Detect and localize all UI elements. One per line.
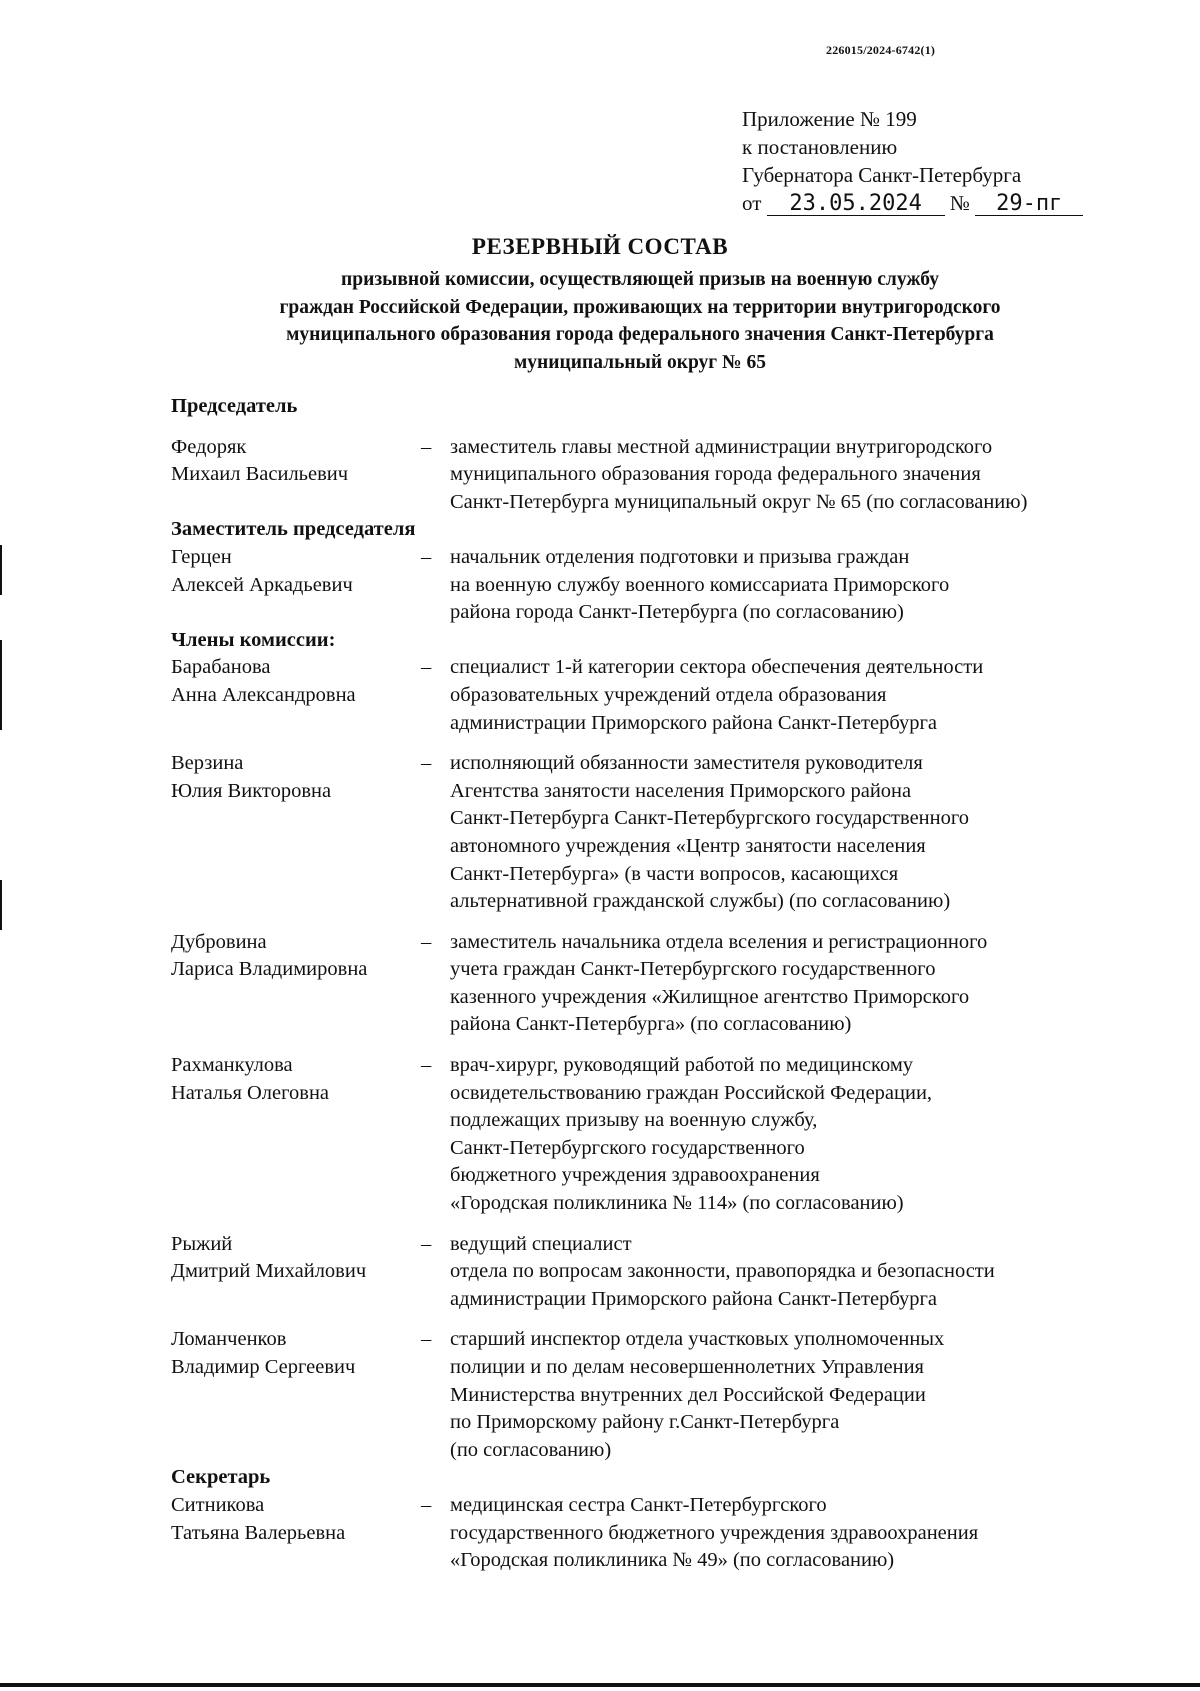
member-surname: Дубровина xyxy=(171,930,267,953)
roster-entry-member xyxy=(171,1326,1171,1464)
roster-entry-secretary xyxy=(171,1492,1171,1575)
member-position xyxy=(450,434,1171,517)
member-given-name: Юлия Викторовна xyxy=(171,779,332,802)
member-surname: Ломанченков xyxy=(171,1328,287,1351)
member-name xyxy=(171,929,421,984)
entry-dash: – xyxy=(421,930,432,953)
secretary-heading: Секретарь xyxy=(171,1466,271,1489)
entry-dash: – xyxy=(421,545,432,568)
roster-entry-member xyxy=(171,654,1171,737)
member-given-name: Лариса Владимировна xyxy=(171,958,368,981)
member-surname: Герцен xyxy=(171,545,232,568)
member-surname: Рахманкулова xyxy=(171,1054,293,1077)
entry-dash: – xyxy=(421,1232,432,1255)
subtitle-line: муниципального образования города федерального значения Санкт-Петербурга xyxy=(286,324,994,345)
position-line: начальник отделения подготовки и призыва граждан xyxy=(450,545,910,568)
chair-heading: Председатель xyxy=(171,395,298,417)
annex-resolution: к постановлению xyxy=(742,135,898,159)
member-position xyxy=(450,544,1171,627)
member-name xyxy=(171,544,421,599)
position-line: полиции и по делам несовершеннолетних Управления xyxy=(450,1356,924,1378)
position-line: образовательных учреждений отдела образования xyxy=(450,683,887,706)
member-position xyxy=(450,1231,1171,1314)
position-line: врач-хирург, руководящий работой по медицинскому xyxy=(450,1054,914,1077)
date-prefix: от xyxy=(742,191,762,215)
member-surname: Барабанова xyxy=(171,656,271,679)
date-value: 23.05.2024 xyxy=(789,191,922,216)
member-position xyxy=(450,1492,1171,1575)
member-given-name: Наталья Олеговна xyxy=(171,1081,330,1104)
position-line: Санкт-Петербургского государственного xyxy=(450,1136,805,1159)
subtitle-line: муниципальный округ № 65 xyxy=(514,351,766,373)
member-given-name: Владимир Сергеевич xyxy=(171,1356,356,1378)
position-line: государственного бюджетного учреждения здравоохранения xyxy=(450,1521,979,1544)
number-value: 29-пг xyxy=(996,191,1063,216)
position-line: заместитель начальника отдела вселения и регистрационного xyxy=(450,930,988,953)
position-line: Санкт-Петербурга муниципальный округ № 65 (по согласованию) xyxy=(450,490,1028,513)
position-line: муниципального образования города федерального значения xyxy=(450,463,981,486)
position-line: отдела по вопросам законности, правопорядка и безопасности xyxy=(450,1260,995,1283)
member-given-name: Дмитрий Михайлович xyxy=(171,1260,367,1283)
position-line: на военную службу военного комиссариата Приморского xyxy=(450,573,950,596)
subtitle-line: граждан Российской Федерации, проживающих на территории внутригородского xyxy=(279,296,1001,318)
entry-dash: – xyxy=(421,1054,432,1077)
document-title: РЕЗЕРВНЫЙ СОСТАВ xyxy=(471,234,729,259)
position-line: администрации Приморского района Санкт-Петербурга xyxy=(450,1287,937,1310)
subtitle-line: призывной комиссии, осуществляющей призыв на военную службу xyxy=(341,269,939,290)
position-line: района города Санкт-Петербурга (по согласованию) xyxy=(450,601,904,624)
scan-bottom-rule xyxy=(0,1683,1200,1687)
position-line: (по согласованию) xyxy=(450,1438,612,1461)
position-line: специалист 1-й категории сектора обеспечения деятельности xyxy=(450,656,984,679)
position-line: Санкт-Петербурга Санкт-Петербургского государственного xyxy=(450,807,970,830)
member-surname: Рыжий xyxy=(171,1232,233,1255)
entry-dash: – xyxy=(421,656,432,679)
position-line: Агентства занятости населения Приморского района xyxy=(450,779,912,802)
member-name xyxy=(171,1492,421,1547)
member-name xyxy=(171,1326,421,1381)
position-line: исполняющий обязанности заместителя руководителя xyxy=(450,752,923,775)
member-given-name: Анна Александровна xyxy=(171,683,356,706)
position-line: старший инспектор отдела участковых уполномоченных xyxy=(450,1328,945,1351)
document-subtitle xyxy=(170,266,1110,376)
annex-block xyxy=(742,105,1083,217)
member-given-name: Михаил Васильевич xyxy=(171,463,349,486)
roster-entry-member xyxy=(171,1052,1171,1218)
member-name xyxy=(171,750,421,805)
entry-dash: – xyxy=(421,1328,432,1351)
member-surname: Верзина xyxy=(171,752,244,775)
position-line: ведущий специалист xyxy=(450,1232,632,1255)
position-line: медицинская сестра Санкт-Петербургского xyxy=(450,1493,827,1516)
scan-margin-mark xyxy=(0,545,2,595)
annex-issuer: Губернатора Санкт-Петербурга xyxy=(742,163,1022,187)
members-heading: Члены комиссии: xyxy=(171,628,336,651)
position-line: Санкт-Петербурга» (в части вопросов, касающихся xyxy=(450,862,899,885)
roster-entry-chair xyxy=(171,434,1171,517)
position-line: учета граждан Санкт-Петербургского государственного xyxy=(450,958,936,981)
member-name xyxy=(171,654,421,709)
position-line: казенного учреждения «Жилищное агентство Приморского xyxy=(450,985,970,1008)
member-surname: Ситникова xyxy=(171,1493,265,1516)
member-position xyxy=(450,750,1171,916)
roster-entry-member xyxy=(171,1231,1171,1314)
number-prefix: № xyxy=(949,191,970,215)
position-line: Министерства внутренних дел Российской Федерации xyxy=(450,1383,926,1406)
member-position xyxy=(450,654,1171,737)
member-position xyxy=(450,929,1171,1039)
member-position xyxy=(450,1326,1171,1464)
entry-dash: – xyxy=(421,752,432,775)
position-line: администрации Приморского района Санкт-Петербурга xyxy=(450,711,937,734)
scan-margin-mark xyxy=(0,640,2,730)
number-field xyxy=(975,192,1083,216)
member-position xyxy=(450,1052,1171,1218)
member-given-name: Татьяна Валерьевна xyxy=(171,1521,346,1544)
position-line: бюджетного учреждения здравоохранения xyxy=(450,1164,820,1187)
entry-dash: – xyxy=(421,435,432,458)
annex-date-line xyxy=(742,189,1083,217)
position-line: освидетельствованию граждан Российской Федерации, xyxy=(450,1081,933,1104)
annex-number: Приложение № 199 xyxy=(742,107,917,131)
deputy-heading: Заместитель председателя xyxy=(171,518,416,541)
position-line: альтернативной гражданской службы) (по согласованию) xyxy=(450,890,951,913)
date-field xyxy=(767,192,945,216)
position-line: «Городская поликлиника № 49» (по согласованию) xyxy=(450,1549,895,1572)
scan-margin-mark xyxy=(0,880,2,930)
member-surname: Федоряк xyxy=(171,435,247,458)
roster-entry-deputy xyxy=(171,544,1171,627)
member-name xyxy=(171,434,421,489)
entry-dash: – xyxy=(421,1493,432,1516)
member-name xyxy=(171,1052,421,1107)
member-name xyxy=(171,1231,421,1286)
commission-roster xyxy=(171,393,1171,1575)
document-reference-number: 226015/2024-6742(1) xyxy=(826,43,936,57)
position-line: заместитель главы местной администрации внутригородского xyxy=(450,435,993,458)
position-line: «Городская поликлиника № 114» (по согласованию) xyxy=(450,1192,904,1215)
member-given-name: Алексей Аркадьевич xyxy=(171,573,353,596)
roster-entry-member xyxy=(171,929,1171,1039)
roster-entry-member xyxy=(171,750,1171,916)
position-line: по Приморскому району г.Санкт-Петербурга xyxy=(450,1411,840,1434)
position-line: автономного учреждения «Центр занятости населения xyxy=(450,834,926,857)
position-line: подлежащих призыву на военную службу, xyxy=(450,1109,818,1132)
position-line: района Санкт-Петербурга» (по согласованию) xyxy=(450,1013,852,1036)
